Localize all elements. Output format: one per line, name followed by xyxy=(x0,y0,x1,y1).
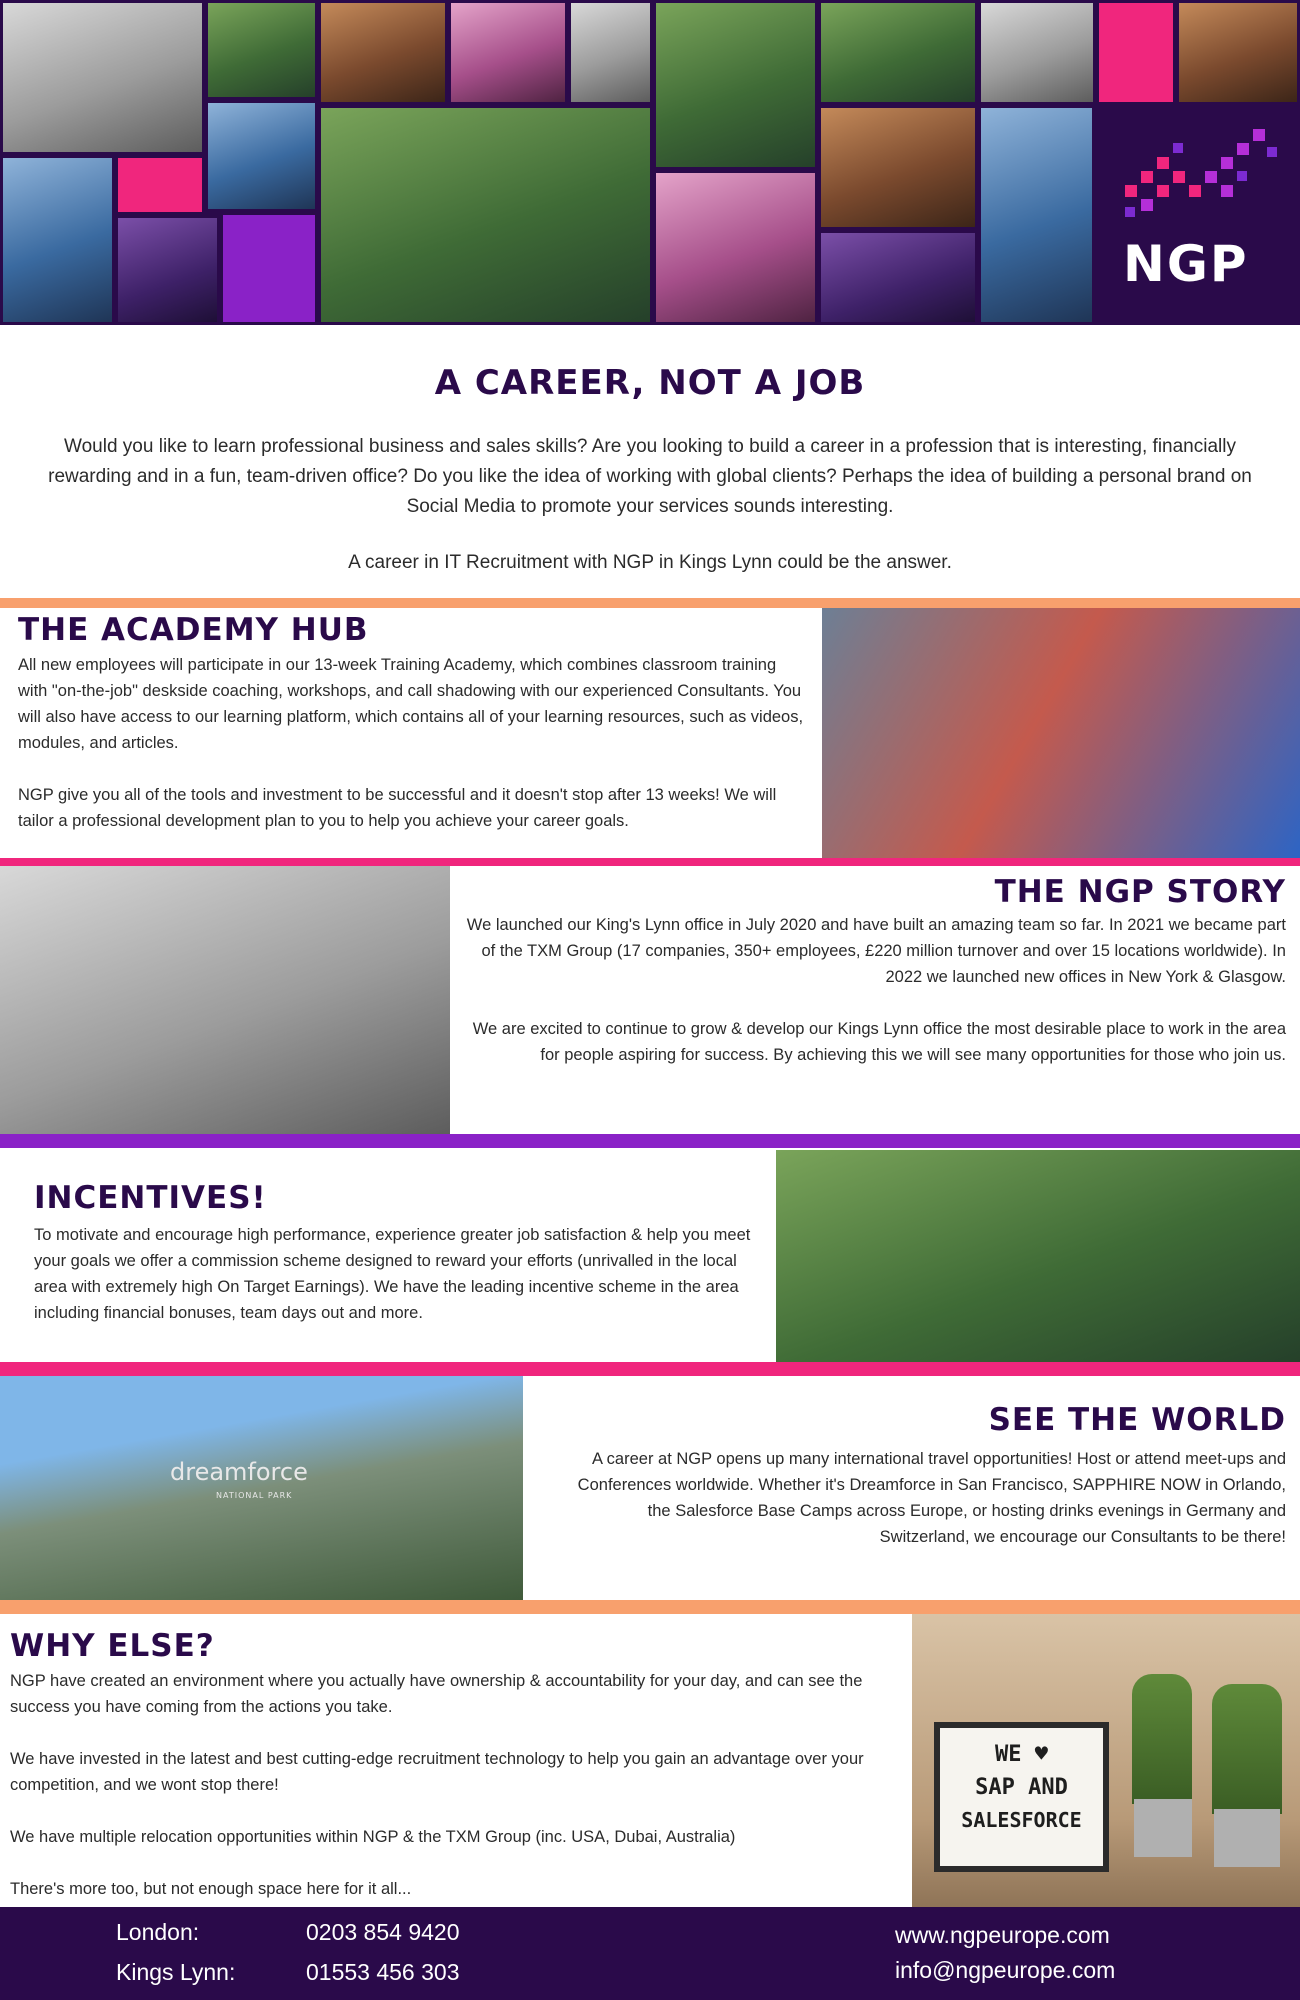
collage-photo-room xyxy=(978,0,1096,105)
academy-paragraph-2: NGP give you all of the tools and investment to be successful and it doesn't stop after 13 weeks! We will tailor a professional development plan to you to help you achieve your career goals. xyxy=(18,786,777,830)
collage-photo-seaside xyxy=(205,100,318,212)
collage-photo-outdoor xyxy=(205,0,318,100)
footer-london-phone[interactable]: 0203 854 9420 xyxy=(306,1919,460,1945)
collage-photo-party xyxy=(318,0,448,105)
why-paragraph-2: We have invested in the latest and best cutting-edge recruitment technology to help you gain an advantage over your competition, and we wont stop there! xyxy=(10,1750,864,1794)
academy-title: THE ACADEMY HUB xyxy=(18,612,369,648)
story-paragraph-2: We are excited to continue to grow & develop our Kings Lynn office the most desirable place to work in the area for people aspiring for success. By achieving this we will see many opportunities for those who join us. xyxy=(472,1020,1286,1064)
world-paragraph: A career at NGP opens up many international travel opportunities! Host or attend meet-ups and Conferences worldwide. Whether it's Dreamforce in San Francisco, SAPPHIRE NOW in Orlando, the Salesforce Base Camps across Europe, or hosting drinks evenings in Germany and Switzerland, we encourage our Consultants to be there! xyxy=(577,1450,1286,1546)
academy-body xyxy=(18,652,808,834)
academy-hands-photo xyxy=(822,608,1300,858)
collage-photo-group-event xyxy=(318,105,653,325)
divider-pink-2 xyxy=(0,1362,1300,1376)
collage-photo-venue xyxy=(115,215,220,325)
divider-purple xyxy=(0,1134,1300,1148)
plant-pot-left xyxy=(1134,1799,1192,1857)
dreamforce-sign: dreamforce xyxy=(170,1458,308,1486)
intro-paragraph: Would you like to learn professional business and sales skills? Are you looking to build a career in a profession that is interesting, financially rewarding and in a fun, team-driven office? Do you like the idea of working with global clients? Perhaps the idea of building a personal brand on Social Media to promote your services sounds interesting. xyxy=(48,436,1252,517)
ngp-logo xyxy=(1095,110,1300,325)
incentives-quad-bikes-photo xyxy=(776,1150,1300,1362)
intro-answer: A career in IT Recruitment with NGP in Kings Lynn could be the answer. xyxy=(348,552,952,573)
collage-photo-fun xyxy=(818,230,978,325)
lightbox-sign xyxy=(934,1722,1109,1872)
divider-pink xyxy=(0,858,1300,866)
plant-right xyxy=(1212,1684,1282,1814)
collage-purple-block xyxy=(220,212,318,325)
story-office-photo xyxy=(0,866,450,1134)
collage-photo-dinner xyxy=(818,105,978,230)
lightbox-line-2: SAP AND xyxy=(975,1775,1068,1800)
why-paragraph-4: There's more too, but not enough space here for it all... xyxy=(10,1880,412,1898)
incentives-paragraph: To motivate and encourage high performance, experience greater job satisfaction & help you meet your goals we offer a commission scheme designed to reward your efforts (unrivalled in the local area with extremely high On Target Earnings). We have the leading incentive scheme in the area including financial bonuses, team days out and more. xyxy=(34,1226,751,1322)
footer-london-label: London: xyxy=(116,1919,200,1945)
why-paragraph-1: NGP have created an environment where you actually have ownership & accountability for your day, and can see the success you have coming from the actions you take. xyxy=(10,1672,863,1716)
why-lightbox-photo xyxy=(912,1614,1300,1907)
why-body xyxy=(10,1668,900,1902)
plant-pot-right xyxy=(1214,1809,1280,1867)
divider-peach-2 xyxy=(0,1600,1300,1614)
collage-photo-bowling xyxy=(0,155,115,325)
why-title: WHY ELSE? xyxy=(10,1628,215,1664)
collage-pink-block-2 xyxy=(115,155,205,215)
world-dreamforce-photo xyxy=(0,1376,523,1600)
collage-pink-block xyxy=(1096,0,1176,105)
lightbox-line-3: SALESFORCE xyxy=(961,1808,1082,1832)
collage-photo-conference xyxy=(978,105,1095,325)
lightbox-line-1: WE ♥ xyxy=(995,1742,1048,1767)
story-body xyxy=(450,912,1286,1068)
collage-photo-halloween xyxy=(1176,0,1300,105)
world-title: SEE THE WORLD xyxy=(988,1402,1286,1438)
collage-photo-tulips xyxy=(653,170,818,325)
footer-email-link[interactable]: info@ngpeurope.com xyxy=(895,1957,1116,1983)
story-title: THE NGP STORY xyxy=(994,874,1286,910)
why-paragraph-3: We have multiple relocation opportunities within NGP & the TXM Group (inc. USA, Dubai, Australia) xyxy=(10,1828,736,1846)
collage-photo-arcade xyxy=(448,0,568,105)
academy-paragraph-1: All new employees will participate in our 13-week Training Academy, which combines classroom training with "on-the-job" deskside coaching, workshops, and call shadowing with our experienced Consultants. You will also have access to our learning platform, which contains all of your learning resources, such as videos, modules, and articles. xyxy=(18,656,804,752)
footer-kings-lynn-label: Kings Lynn: xyxy=(116,1959,236,1985)
collage-photo-salesforce-center xyxy=(653,0,818,170)
ngp-logo-text: NGP xyxy=(1123,235,1249,293)
collage-photo-office xyxy=(0,0,205,155)
footer xyxy=(0,1907,1300,2000)
collage-photo-quads xyxy=(818,0,978,105)
story-paragraph-1: We launched our King's Lynn office in July 2020 and have built an amazing team so far. In 2021 we became part of the TXM Group (17 companies, 350+ employees, £220 million turnover and over 15 locations worldwide). In 2022 we launched new offices in New York & Glasgow. xyxy=(466,916,1286,986)
incentives-title: INCENTIVES! xyxy=(34,1180,267,1216)
photo-collage xyxy=(0,0,1300,325)
collage-photo-person xyxy=(568,0,653,105)
incentives-body xyxy=(34,1222,764,1326)
page-title: A CAREER, NOT A JOB xyxy=(434,363,866,403)
ngp-pixel-mark-icon xyxy=(1115,125,1285,225)
footer-kings-lynn-phone[interactable]: 01553 456 303 xyxy=(306,1959,460,1985)
plant-left xyxy=(1132,1674,1192,1804)
footer-website-link[interactable]: www.ngpeurope.com xyxy=(895,1922,1110,1948)
world-body xyxy=(560,1446,1286,1550)
dreamforce-sign-sub: NATIONAL PARK xyxy=(216,1491,293,1500)
divider-peach xyxy=(0,598,1300,608)
